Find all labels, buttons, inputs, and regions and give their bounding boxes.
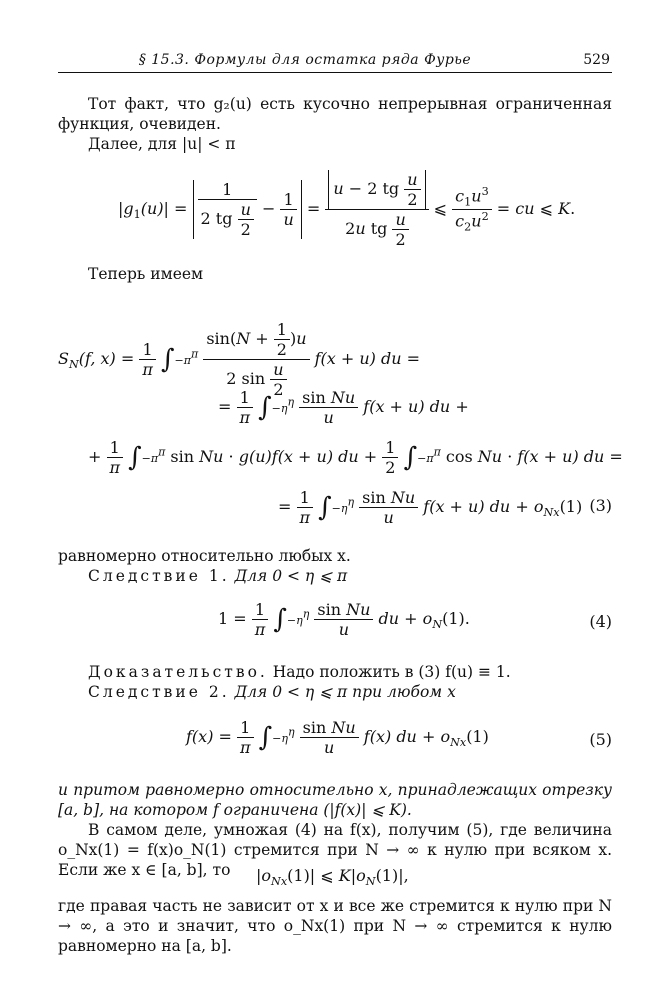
corollary-text: Для 0 < η ⩽ π: [234, 567, 348, 585]
paragraph-text: Тот факт, что g₂(u) есть кусочно непрерывная ограниченная функция, очевиден.: [58, 95, 612, 133]
page: [58, 50, 612, 153]
paragraph-text: Теперь имеем: [88, 265, 204, 283]
corollary-1: [58, 566, 612, 586]
text-block-3: [58, 780, 612, 880]
equation-sn-line4: = $\frac{1}{\pi}$ $\int-\eta^\eta$ $\frac{\text{sin Nu}}{u}$ f(x + u) du + $o_{Nx}(1)$: [278, 488, 583, 527]
equation-sn-line3: + $\frac{1}{\pi}$ $\int-\pi^\pi$ sin Nu · g(u)f(x + u) du + $\frac{1}{2}$ $\int-\pi^\pi$ cos Nu · f(x + u) du =: [88, 438, 623, 477]
corollary-2: [58, 682, 612, 702]
equation-bound: $|o_{Nx}(1)|$ ⩽ $K|o_N(1)|$,: [256, 866, 409, 889]
proof-text: Надо положить в (3) f(u) ≡ 1.: [272, 663, 511, 681]
proof: [58, 662, 612, 682]
running-header: [58, 50, 612, 73]
page-number: 529: [583, 52, 610, 68]
proof-label: Доказательство.: [88, 663, 268, 681]
equation-number: (5): [589, 730, 612, 749]
paragraph-text: и притом равномерно относительно x, принадлежащих отрезку [a, b], на котором f ограничена (|f(x)| ⩽ K).: [58, 781, 612, 819]
equation-5: f(x) = $\frac{1}{\pi}$ $\int-\eta^\eta$ $\frac{\text{sin Nu}}{u}$ f(x) du + $o_{Nx}(1)$: [186, 718, 489, 757]
corollary-label: Следствие 2.: [88, 683, 230, 701]
paragraph-text: где правая часть не зависит от x и все же стремится к нулю при N → ∞, а это и значит, что o_Nx(1) при N → ∞ стремится к нулю равномерно на [a, b].: [58, 897, 612, 955]
equation-number: (4): [589, 612, 612, 631]
corollary-text: Для 0 < η ⩽ π при любом x: [234, 683, 456, 701]
text-block-4: [58, 896, 612, 956]
corollary-label: Следствие 1.: [88, 567, 230, 585]
equation-number: (3): [589, 496, 612, 515]
paragraph-text: В самом деле, умножая (4) на f(x), получим (5), где величина o_Nx(1) = f(x)o_N(1) стремится при N → ∞ к нулю при всяком x. Если же x ∈ [a, b], то: [58, 821, 612, 879]
equation-sn-line2: = $\frac{1}{\pi}$ $\int-\eta^\eta$ $\frac{\text{sin Nu}}{u}$ f(x + u) du +: [218, 388, 469, 427]
header-title: § 15.3. Формулы для остатка ряда Фурье: [138, 52, 472, 68]
paragraph-text: Далее, для |u| < π: [88, 135, 236, 153]
equation-4: 1 = $\frac{1}{\pi}$ $\int-\eta^\eta$ $\frac{\text{sin Nu}}{u}$ du + $o_N(1)$.: [218, 600, 470, 639]
paragraph-1: [58, 94, 612, 154]
equation-sn-line1: $S_N(f$, x) = $\frac{1}{\pi}$ $\int-\pi^\pi$ sin(N + $\frac{1}{2}$ )u 2 sin $\frac{u}{2}$ f(x + u) du =: [58, 320, 421, 399]
paragraph-text: равномерно относительно любых x.: [58, 547, 351, 565]
text-block-1: [58, 546, 612, 586]
text-block-2: [58, 662, 612, 702]
equation-g1: $|g_1(u)|$ = 1 2 tg $\frac{u}{2}$ − $\frac{1}{u}$ = u − 2 tg $\frac{u}{2}$ 2u tg $\frac{u}{2}$ ⩽ $\frac{c_1u^3}{c_2u^2}$ = cu ⩽ K.: [118, 170, 576, 249]
